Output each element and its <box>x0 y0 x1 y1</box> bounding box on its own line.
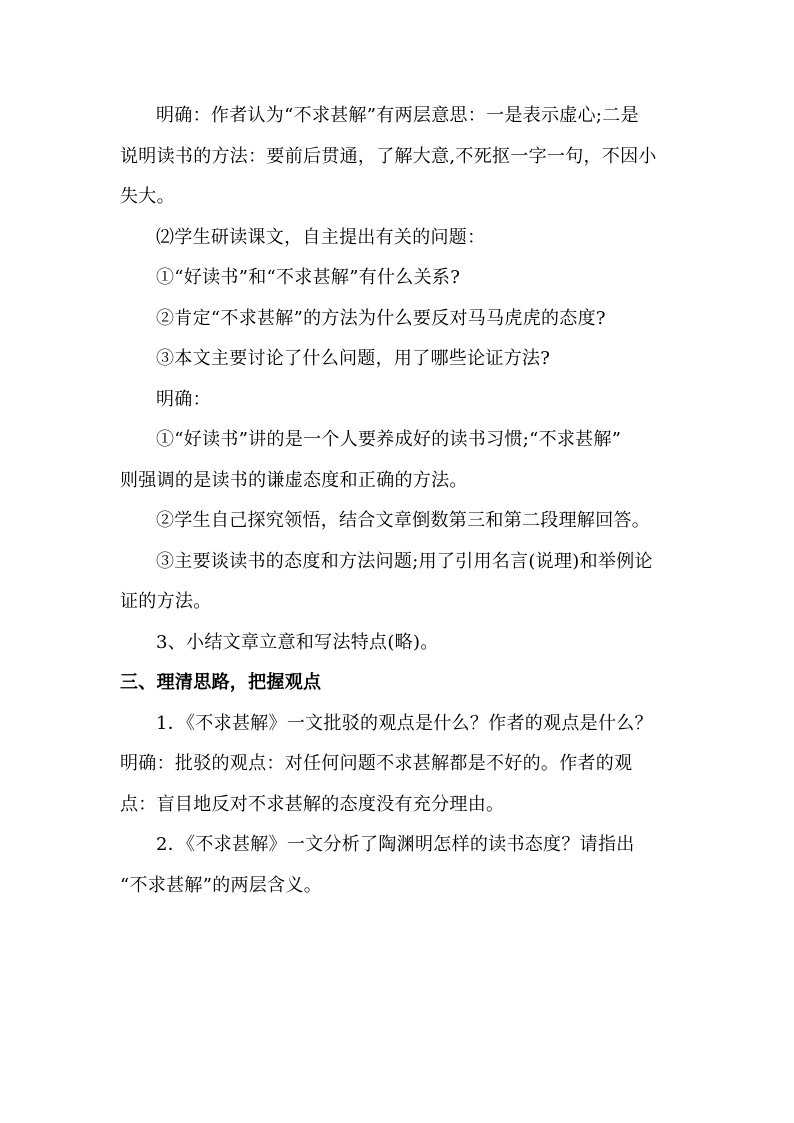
question-line: ③本文主要讨论了什么问题，用了哪些论证方法? <box>156 348 551 369</box>
answer-line: 明确：批驳的观点：对任何问题不求甚解都是不好的。作者的观 <box>120 753 633 774</box>
answer-line: ③主要谈读书的态度和方法问题;用了引用名言(说理)和举例论 <box>156 550 653 572</box>
answer-line: 则强调的是读书的谦虚态度和正确的方法。 <box>120 469 468 491</box>
document-page <box>120 96 680 906</box>
paragraph-line: ⑵学生研读课文，自主提出有关的问题： <box>156 226 486 248</box>
paragraph-line: 说明读书的方法：要前后贯通，了解大意,不死抠一字一句，不因小 <box>120 145 657 167</box>
paragraph-line: 失大。 <box>120 186 175 207</box>
answer-label: 明确： <box>156 388 211 410</box>
question-line: ②肯定“不求甚解”的方法为什么要反对马马虎虎的态度? <box>156 307 606 329</box>
question-line: 2．《不求甚解》一文分析了陶渊明怎样的读书态度？请指出 <box>156 834 635 855</box>
answer-line: 点：盲目地反对不求甚解的态度没有充分理由。 <box>120 793 505 815</box>
summary-line: 3、小结文章立意和写法特点(略)。 <box>156 631 439 653</box>
answer-line: 证的方法。 <box>120 591 212 612</box>
answer-line: ①“好读书”讲的是一个人要养成好的读书习惯;“不求甚解” <box>156 429 622 450</box>
question-line: “不求甚解”的两层含义。 <box>120 874 323 896</box>
answer-line: ②学生自己探究领悟，结合文章倒数第三和第二段理解回答。 <box>156 510 651 531</box>
question-line: ①“好读书”和“不求甚解”有什么关系? <box>156 267 461 288</box>
question-line: 1．《不求甚解》一文批驳的观点是什么？作者的观点是什么？ <box>156 712 653 734</box>
section-heading: 三、理清思路，把握观点 <box>120 672 322 693</box>
paragraph-line: 明确：作者认为“不求甚解”有两层意思：一是表示虚心;二是 <box>156 105 639 126</box>
